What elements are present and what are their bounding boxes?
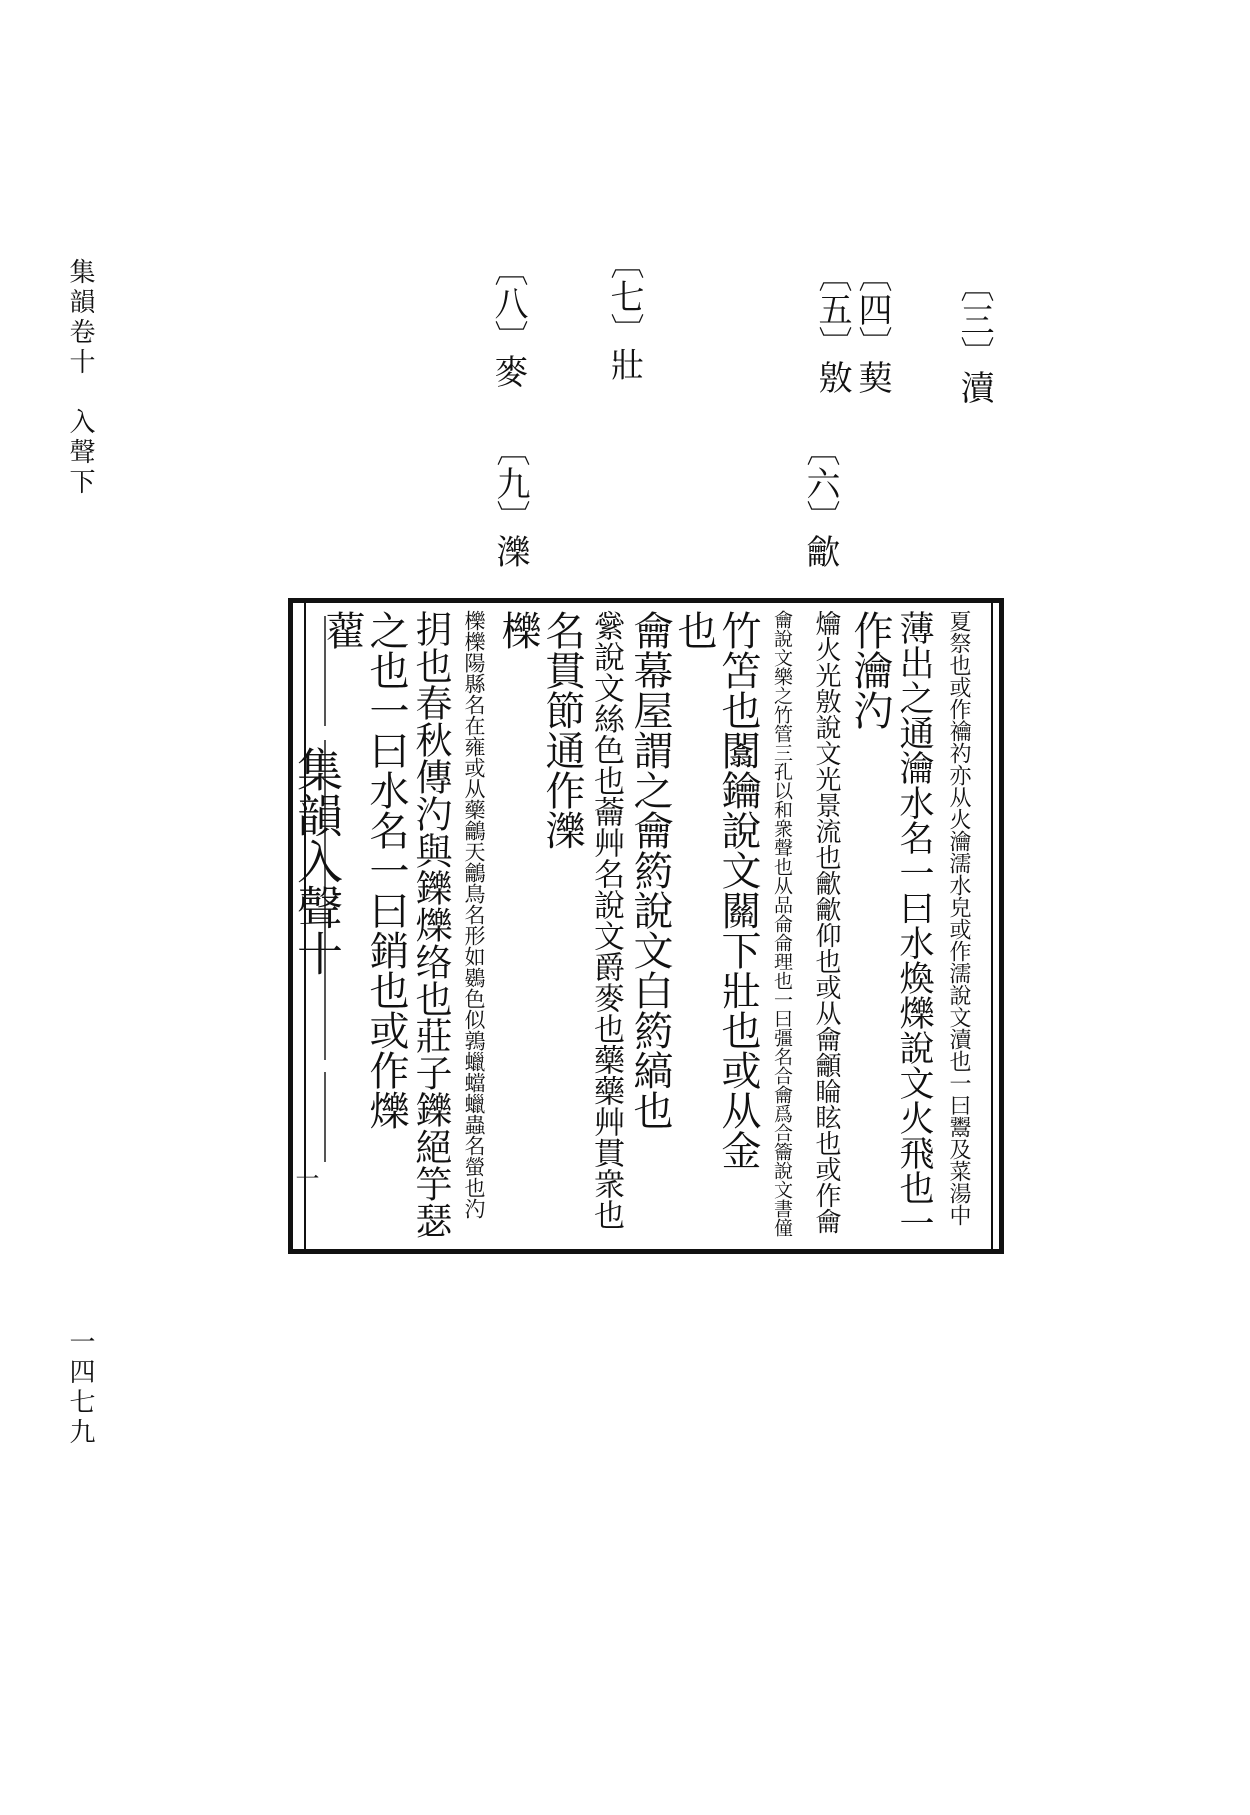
collation-note: 〔九〕濼 bbox=[490, 432, 530, 568]
text-column: 繠說文絲色也蘥艸名說文爵麥也藥藥艸貫衆也 bbox=[588, 610, 624, 1230]
text-column: 藋 bbox=[319, 610, 365, 650]
woodblock-page-frame bbox=[288, 598, 1004, 1254]
collation-note: 〔五〕敫 bbox=[812, 258, 852, 394]
collation-note: 〔四〕葜 bbox=[852, 258, 892, 394]
text-column: 抈也春秋傳汋與鑠爍络也莊子鑠絕竽瑟 bbox=[409, 610, 452, 1239]
text-column: 龠說文樂之竹管三孔以和衆聲也从品侖侖理也一曰彊名合龠爲合籥說文書僮 bbox=[771, 610, 793, 1237]
text-column: 之也一曰水名一曰銷也或作爍 bbox=[363, 610, 409, 1130]
collation-note: 〔三〕瀆 bbox=[954, 268, 994, 404]
collation-note: 〔八〕麥 bbox=[488, 252, 528, 388]
text-column: 名貫節通作濼 bbox=[539, 610, 585, 850]
collation-note: 〔七〕壯 bbox=[604, 245, 644, 381]
frame-side-page: 一 bbox=[291, 1166, 319, 1190]
page-number: 一四七九 bbox=[65, 1328, 95, 1448]
collation-note: 〔六〕龡 bbox=[800, 432, 840, 568]
text-column: 龠幕屋謂之龠箹說文白箹縞也 bbox=[627, 610, 673, 1130]
text-column: 夏祭也或作禴礿亦从火瀹濡水皃或作濡說文瀆也一曰鬻及菜湯中 bbox=[946, 610, 971, 1226]
text-column: 竹笘也闟鑰說文關下壯也或从金 bbox=[715, 610, 761, 1170]
text-column: 櫟櫟陽縣名在雍或从藥鸙天鸙鳥名形如鷃色似鶉蠟蟷蠟蟲名螢也汋 bbox=[462, 610, 486, 1219]
running-head: 集韻卷十 入聲下 bbox=[65, 258, 95, 498]
text-column: 薄出之通瀹水名一曰水煥爍說文火飛也一 bbox=[894, 610, 934, 1240]
frame-inner-line bbox=[991, 598, 993, 1254]
text-column: 作瀹汋 bbox=[847, 610, 893, 730]
text-column: 也 bbox=[671, 610, 717, 650]
text-column: 櫟 bbox=[495, 610, 541, 650]
frame-side-label: 集韻入聲十 bbox=[290, 746, 344, 976]
text-column: 爚火光敫說文光景流也龡龡仰也或从龠龥睔眩也或作龠 bbox=[811, 610, 841, 1234]
